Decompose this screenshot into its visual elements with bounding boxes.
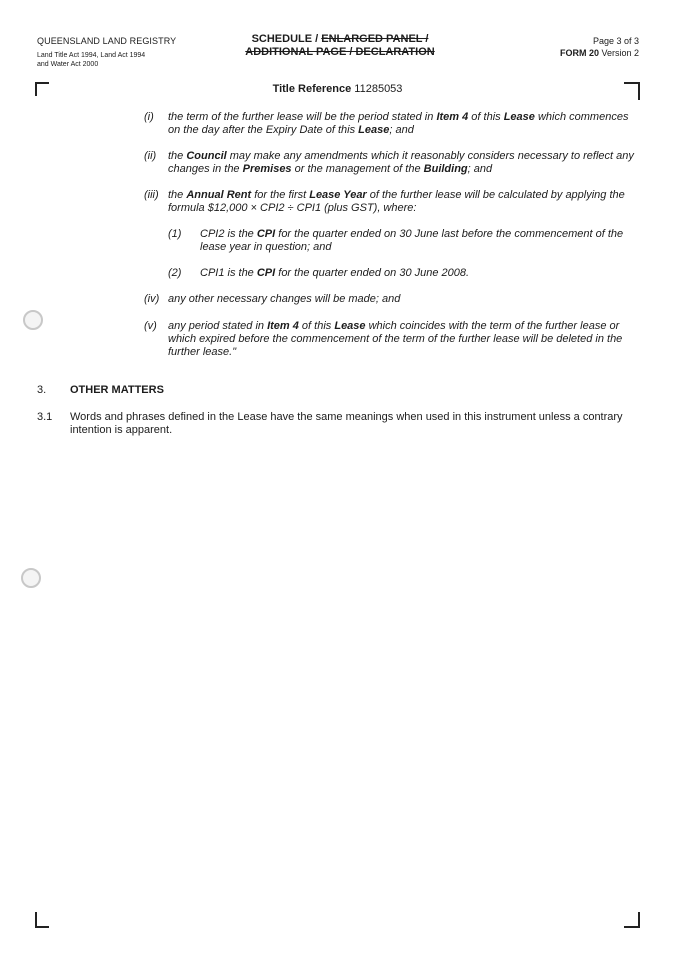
schedule-line-1 (230, 33, 450, 46)
defined-term: Item 4 (267, 320, 299, 332)
text-run: the (168, 189, 187, 201)
defined-term: Building (423, 163, 468, 175)
registry-name: QUEENSLAND LAND REGISTRY (37, 36, 177, 46)
clause-text: Words and phrases defined in the Lease have the same meanings when used in this instrument unless a contrary intention is apparent. (70, 411, 623, 436)
text-run: ; and (389, 124, 414, 136)
item-number: (iv) (144, 293, 160, 305)
corner-mark-bottom-left (35, 912, 49, 928)
text-run: CPI2 is the (200, 228, 257, 240)
item-text (200, 228, 640, 254)
title-reference-label: Title Reference (272, 83, 352, 95)
text-run: of this (468, 111, 504, 123)
text-run: any period stated in (168, 320, 268, 332)
item-text (168, 111, 638, 137)
text-run: for the quarter ended on 30 June 2008. (275, 267, 470, 279)
schedule-heading (230, 33, 450, 59)
defined-term: Lease (334, 320, 366, 332)
punch-hole (21, 568, 41, 588)
defined-term: Item 4 (436, 111, 469, 123)
text-run: the term of the further lease will be the period stated in (168, 111, 437, 123)
form-version (489, 47, 639, 59)
page-number: Page 3 of 3 (592, 36, 639, 46)
item-text (168, 189, 638, 215)
title-reference-value: 11285053 (354, 83, 403, 95)
item-text (168, 150, 638, 176)
item-number: (v) (144, 320, 157, 332)
item-number: (iii) (144, 189, 159, 201)
item-number: (1) (168, 228, 182, 240)
text-run: the (168, 150, 187, 162)
text-run: for the first (251, 189, 310, 201)
text-run: which coincides with the term of the further lease or which expired before the commencement of the term of the further lease will be deleted in the further lease." (168, 320, 623, 358)
defined-term: CPI (256, 228, 276, 240)
text-run: for the quarter ended on 30 June last before the commencement of the lease year in question; and (200, 228, 624, 253)
title-reference (0, 83, 675, 95)
form-label: FORM 20 (559, 48, 599, 58)
item-text (200, 267, 640, 280)
text-run: or the management of the (291, 163, 424, 175)
item-text (168, 293, 638, 306)
schedule-line-2: ADDITIONAL PAGE / DECLARATION (245, 46, 435, 58)
text-run: CPI1 is the (200, 267, 257, 279)
item-number: (i) (144, 111, 154, 123)
text-run: of this (298, 320, 335, 332)
section-number: 3. (37, 384, 47, 396)
punch-hole (23, 310, 43, 330)
item-number: (ii) (144, 150, 157, 162)
text-run: which commences on the day after the Expiry Date of this (168, 111, 629, 136)
item-number: (2) (168, 267, 182, 279)
acts-line: and Water Act 2000 (37, 61, 99, 68)
text-run: may make any amendments which it reasonably considers necessary to reflect any changes in the (168, 150, 634, 175)
schedule-word: SCHEDULE / (251, 33, 322, 45)
struck-text: ENLARGED PANEL / (321, 33, 429, 45)
page-info (489, 35, 639, 59)
registry-header (37, 35, 207, 69)
defined-term: Annual Rent (186, 189, 252, 201)
acts-line: Land Title Act 1994, Land Act 1994 (37, 52, 146, 59)
defined-term: Lease Year (309, 189, 367, 201)
defined-term: CPI (256, 267, 276, 279)
text-run: any other necessary changes will be made; and (168, 293, 401, 305)
clause-number: 3.1 (37, 411, 53, 423)
section-heading-text: OTHER MATTERS (70, 384, 164, 396)
text-run: of the further lease will be calculated by applying the formula $12,000 × CPI2 ÷ CPI1 (plus GST), where: (168, 189, 625, 214)
item-text (168, 320, 638, 359)
defined-term: Lease (503, 111, 535, 123)
corner-mark-bottom-right (624, 912, 640, 928)
section-heading (70, 384, 164, 397)
defined-term: Council (186, 150, 227, 162)
version-label: Version 2 (598, 48, 639, 58)
defined-term: Premises (242, 163, 292, 175)
text-run: ; and (467, 163, 493, 175)
defined-term: Lease (358, 124, 390, 136)
